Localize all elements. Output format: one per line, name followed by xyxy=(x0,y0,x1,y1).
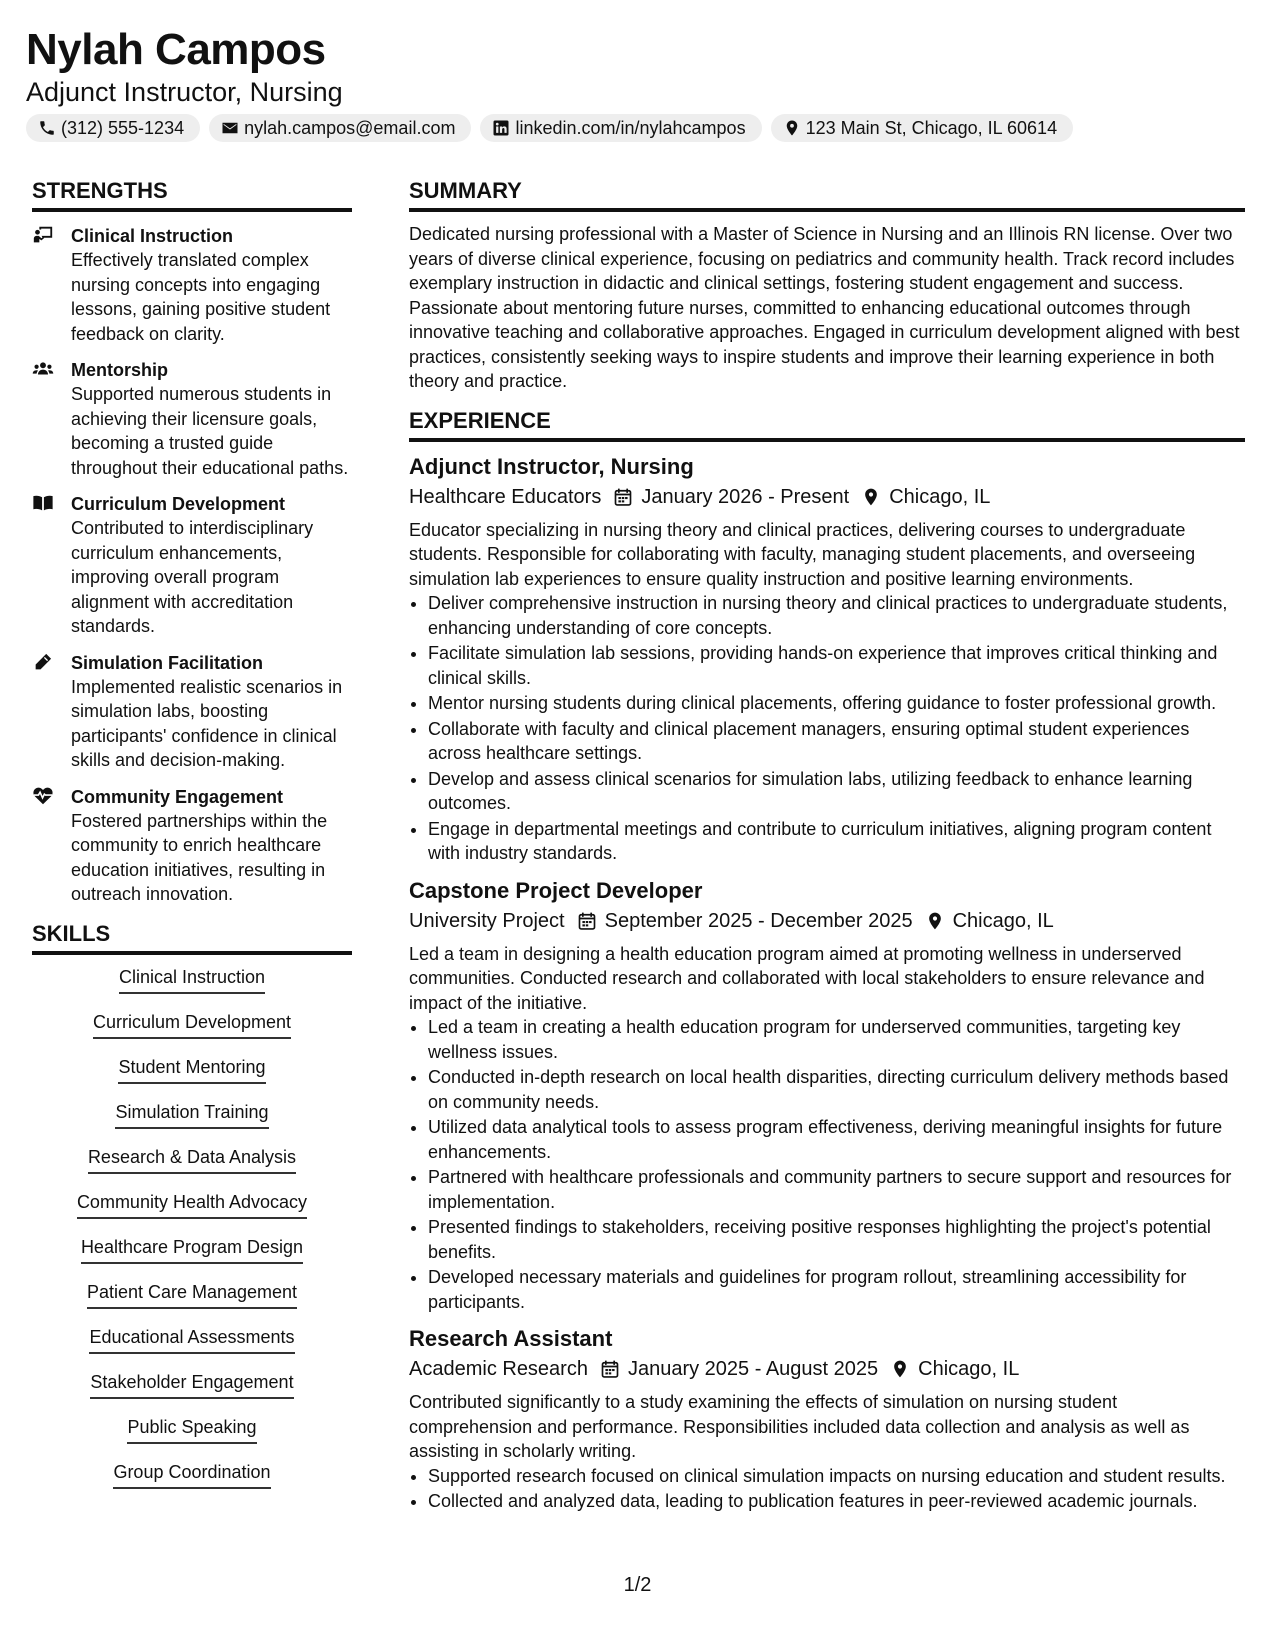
chalkboard-teacher-icon xyxy=(32,224,54,246)
job-bullet: • Facilitate simulation lab sessions, providing hands-on experience that improves critical thinking and clinical skills. xyxy=(428,641,1245,690)
job-title: Capstone Project Developer xyxy=(409,877,703,903)
skill-item: Research & Data Analysis xyxy=(88,1145,296,1174)
right-column xyxy=(409,176,1245,1524)
skills-heading: SKILLS xyxy=(32,919,352,955)
envelope-icon xyxy=(221,119,239,137)
skill-item: Clinical Instruction xyxy=(119,965,265,994)
skill-item: Healthcare Program Design xyxy=(81,1235,303,1264)
users-icon xyxy=(32,358,54,380)
job-dates: September 2025 - December 2025 xyxy=(604,909,913,932)
job-bullet: • Supported research focused on clinical simulation impacts on nursing education and student results. xyxy=(428,1464,1245,1489)
skill-item: Educational Assessments xyxy=(89,1325,294,1354)
map-pin-icon xyxy=(861,487,881,507)
job-dates: January 2026 - Present xyxy=(641,485,850,508)
linkedin-icon xyxy=(492,119,510,137)
skill-item: Patient Care Management xyxy=(87,1280,297,1309)
contact-email[interactable] xyxy=(209,114,471,142)
job-dates: January 2025 - August 2025 xyxy=(627,1358,879,1380)
strength-item xyxy=(32,490,352,639)
experience-entry xyxy=(409,876,1245,1315)
calendar-icon xyxy=(600,1359,620,1379)
strength-title: Curriculum Development xyxy=(71,494,286,514)
job-location: Chicago, IL xyxy=(918,1358,1020,1380)
page-number: 1/2 xyxy=(623,1574,652,1596)
contact-linkedin[interactable] xyxy=(480,114,761,142)
job-bullets xyxy=(409,1464,1245,1514)
skills-list xyxy=(32,965,352,1505)
job-meta xyxy=(409,482,1245,512)
pencil-icon xyxy=(32,651,54,673)
map-pin-icon xyxy=(890,1359,910,1379)
book-open-icon xyxy=(32,492,54,514)
job-meta xyxy=(409,906,1245,936)
skill-item: Community Health Advocacy xyxy=(77,1190,307,1219)
job-bullet: • Conducted in-depth research on local health disparities, directing curriculum delivery methods based on community needs. xyxy=(428,1065,1245,1114)
map-pin-icon xyxy=(783,119,801,137)
contact-email-text: nylah.campos@email.com xyxy=(244,117,456,138)
phone-icon xyxy=(38,119,56,137)
skill-item: Simulation Training xyxy=(115,1100,268,1129)
contact-phone[interactable] xyxy=(26,114,200,142)
strength-title: Simulation Facilitation xyxy=(71,652,264,673)
contact-bar xyxy=(26,114,1246,142)
job-location: Chicago, IL xyxy=(889,485,991,508)
skill-item: Stakeholder Engagement xyxy=(90,1370,293,1399)
job-bullet: • Collaborate with faculty and clinical placement managers, ensuring optimal student experiences across healthcare settings. xyxy=(428,717,1245,766)
strength-description: Implemented realistic scenarios in simulation labs, boosting participants' confidence in clinical skills and decision-making. xyxy=(71,676,343,770)
strength-description: Supported numerous students in achieving their licensure goals, becoming a trusted guide throughout their educational paths. xyxy=(71,384,349,478)
candidate-name: Nylah Campos xyxy=(26,25,326,74)
skill-item: Group Coordination xyxy=(113,1460,270,1489)
strength-description: Fostered partnerships within the community to enrich healthcare education initiatives, resulting in outreach innovation. xyxy=(71,810,328,904)
job-location: Chicago, IL xyxy=(952,909,1054,932)
strength-description: Effectively translated complex nursing concepts into engaging lessons, gaining positive student feedback on clarity. xyxy=(71,250,331,344)
summary-heading: SUMMARY xyxy=(409,176,1245,212)
job-company: University Project xyxy=(409,909,565,932)
experience-entry xyxy=(409,452,1245,866)
calendar-icon xyxy=(613,487,633,507)
contact-linkedin-text: linkedin.com/in/nylahcampos xyxy=(515,117,746,138)
candidate-title: Adjunct Instructor, Nursing xyxy=(26,77,343,107)
job-description: Led a team in designing a health education program aimed at promoting wellness in underserved communities. Conducted research and collaborated with local stakeholders to ensure relevance and impact of the initiative. xyxy=(409,943,1205,1013)
contact-phone-text: (312) 555-1234 xyxy=(61,117,185,138)
strength-title: Clinical Instruction xyxy=(71,226,234,246)
skill-item: Public Speaking xyxy=(127,1415,256,1444)
job-company: Healthcare Educators xyxy=(409,485,602,508)
calendar-icon xyxy=(577,911,597,931)
experience-entry xyxy=(409,1324,1245,1514)
job-bullets xyxy=(409,591,1245,866)
strength-item xyxy=(32,783,352,907)
job-bullet: • Collected and analyzed data, leading to publication features in peer-reviewed academic journals. xyxy=(428,1489,1245,1514)
job-meta xyxy=(409,1354,1245,1384)
job-bullet: • Mentor nursing students during clinical placements, offering guidance to foster professional growth. xyxy=(428,691,1245,716)
job-title: Research Assistant xyxy=(409,1326,613,1351)
skill-item: Curriculum Development xyxy=(93,1010,291,1039)
job-bullet: • Deliver comprehensive instruction in nursing theory and clinical practices to undergraduate students, enhancing understanding of core concepts. xyxy=(428,591,1245,640)
resume-header xyxy=(26,24,1246,142)
job-description: Contributed significantly to a study examining the effects of simulation on nursing student comprehension and performance. Responsibilities included data collection and analysis as well as assisting in scholarly writing. xyxy=(409,1392,1190,1461)
summary-text: Dedicated nursing professional with a Master of Science in Nursing and an Illinois RN license. Over two years of diverse clinical experience, focusing on pediatrics and community health. Track record includes exemplary instruction in didactic and clinical settings, fostering student engagement and success. Passionate about mentoring future nurses, committed to enhancing educational outcomes through innovative teaching and collaborative approaches. Engaged in curriculum development aligned with best practices, consistently seeking ways to inspire students and improve their learning experience in both theory and practice. xyxy=(409,224,1240,391)
contact-address-text: 123 Main St, Chicago, IL 60614 xyxy=(805,117,1058,138)
job-description: Educator specializing in nursing theory and clinical practices, delivering courses to undergraduate students. Responsible for collaborating with faculty, managing student placements, and overseeing simulation lab experiences to ensure quality instruction and positive learning environments. xyxy=(409,519,1196,589)
experience-heading: EXPERIENCE xyxy=(409,406,1245,442)
job-bullet: • Developed necessary materials and guidelines for program rollout, streamlining accessibility for participants. xyxy=(428,1265,1245,1314)
job-bullet: • Develop and assess clinical scenarios for simulation labs, utilizing feedback to enhance learning outcomes. xyxy=(428,767,1245,816)
job-company: Academic Research xyxy=(409,1358,588,1380)
strength-item xyxy=(32,649,352,773)
heart-pulse-icon xyxy=(32,785,54,807)
strength-item xyxy=(32,222,352,346)
job-bullet: • Utilized data analytical tools to assess program effectiveness, deriving meaningful insights for future enhancements. xyxy=(428,1115,1245,1164)
contact-address xyxy=(771,114,1074,142)
strength-description: Contributed to interdisciplinary curriculum enhancements, improving overall program alignment with accreditation standards. xyxy=(71,518,314,636)
job-bullets xyxy=(409,1015,1245,1314)
map-pin-icon xyxy=(925,911,945,931)
job-bullet: • Presented findings to stakeholders, receiving positive responses highlighting the project's potential benefits. xyxy=(428,1215,1245,1264)
job-bullet: • Led a team in creating a health education program for underserved communities, targeting key wellness issues. xyxy=(428,1015,1245,1064)
strength-title: Mentorship xyxy=(71,360,168,380)
left-column xyxy=(32,176,352,1505)
strength-item xyxy=(32,356,352,480)
job-title: Adjunct Instructor, Nursing xyxy=(409,453,694,479)
job-bullet: • Partnered with healthcare professionals and community partners to secure support and resources for implementation. xyxy=(428,1165,1245,1214)
job-bullet: • Engage in departmental meetings and contribute to curriculum initiatives, aligning program content with industry standards. xyxy=(428,817,1245,866)
strengths-heading: STRENGTHS xyxy=(32,176,352,212)
strength-title: Community Engagement xyxy=(71,786,284,807)
skill-item: Student Mentoring xyxy=(118,1055,265,1084)
